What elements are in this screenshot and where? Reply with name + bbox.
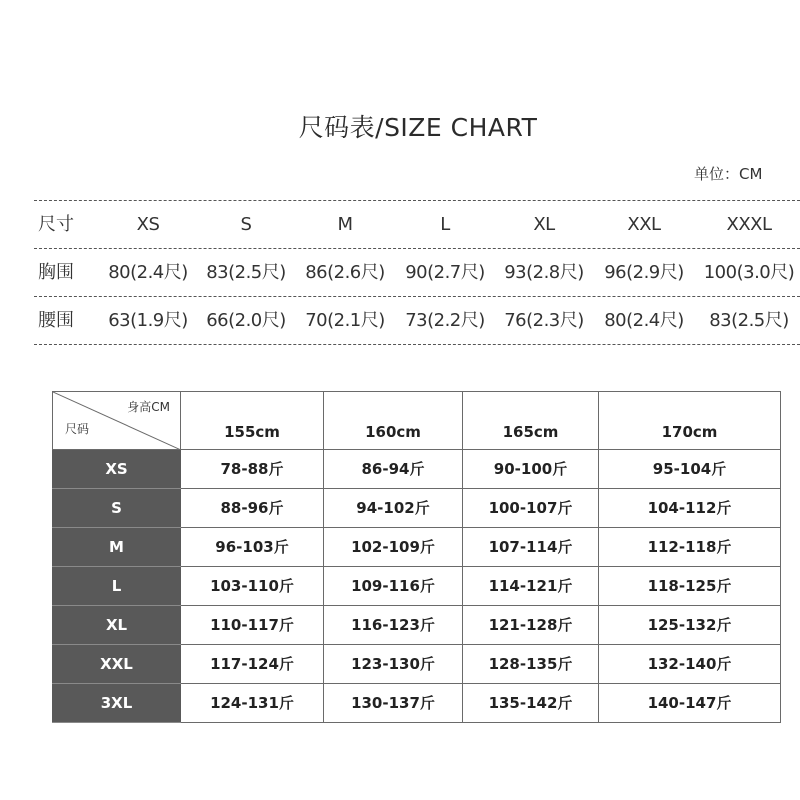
- size-row: [34, 200, 800, 249]
- waist-value: 73(2.2尺): [405, 310, 485, 331]
- table-row: [53, 606, 781, 645]
- weight-cell: 117-124斤: [181, 645, 324, 684]
- page-title: 尺码表/SIZE CHART: [298, 113, 538, 142]
- weight-cell: 118-125斤: [599, 567, 781, 606]
- weight-cell: 86-94斤: [324, 450, 463, 489]
- weight-cell: 103-110斤: [181, 567, 324, 606]
- size-cell: XL: [53, 606, 181, 645]
- weight-cell: 121-128斤: [463, 606, 599, 645]
- table-row: [53, 567, 781, 606]
- weight-cell: 100-107斤: [463, 489, 599, 528]
- weight-cell: 112-118斤: [599, 528, 781, 567]
- weight-cell: 114-121斤: [463, 567, 599, 606]
- chest-value: 96(2.9尺): [604, 262, 684, 283]
- waist-value: 70(2.1尺): [305, 310, 385, 331]
- size-cell: L: [53, 567, 181, 606]
- weight-cell: 95-104斤: [599, 450, 781, 489]
- chest-value: 83(2.5尺): [206, 262, 286, 283]
- weight-cell: 140-147斤: [599, 684, 781, 723]
- size-value: XL: [533, 214, 555, 235]
- corner-size-label: 尺码: [65, 422, 90, 436]
- waist-value: 66(2.0尺): [206, 310, 286, 331]
- weight-cell: 109-116斤: [324, 567, 463, 606]
- size-cell: XS: [53, 450, 181, 489]
- height-header: 165cm: [463, 392, 599, 450]
- chest-value: 80(2.4尺): [108, 262, 188, 283]
- weight-cell: 96-103斤: [181, 528, 324, 567]
- weight-cell: 124-131斤: [181, 684, 324, 723]
- size-cell: 3XL: [53, 684, 181, 723]
- weight-cell: 78-88斤: [181, 450, 324, 489]
- weight-cell: 116-123斤: [324, 606, 463, 645]
- row-label-size: 尺寸: [38, 214, 74, 235]
- chest-value: 86(2.6尺): [305, 262, 385, 283]
- weight-cell: 130-137斤: [324, 684, 463, 723]
- size-value: XXL: [627, 214, 661, 235]
- height-header: 160cm: [324, 392, 463, 450]
- waist-value: 63(1.9尺): [108, 310, 188, 331]
- chest-value: 93(2.8尺): [504, 262, 584, 283]
- table-row: [53, 450, 781, 489]
- table-row: [53, 645, 781, 684]
- waist-row: [34, 297, 800, 345]
- weight-cell: 135-142斤: [463, 684, 599, 723]
- weight-cell: 90-100斤: [463, 450, 599, 489]
- weight-cell: 132-140斤: [599, 645, 781, 684]
- chest-value: 90(2.7尺): [405, 262, 485, 283]
- waist-value: 80(2.4尺): [604, 310, 684, 331]
- size-measurement-grid: [34, 200, 800, 345]
- row-label-waist: 腰围: [38, 310, 74, 331]
- weight-cell: 104-112斤: [599, 489, 781, 528]
- weight-cell: 123-130斤: [324, 645, 463, 684]
- size-value: XS: [136, 214, 160, 235]
- size-value: XXXL: [726, 214, 772, 235]
- weight-cell: 125-132斤: [599, 606, 781, 645]
- waist-value: 76(2.3尺): [504, 310, 584, 331]
- height-weight-table: [52, 391, 781, 723]
- size-cell: M: [53, 528, 181, 567]
- size-value: S: [240, 214, 252, 235]
- weight-cell: 107-114斤: [463, 528, 599, 567]
- weight-cell: 102-109斤: [324, 528, 463, 567]
- size-cell: S: [53, 489, 181, 528]
- height-header: 155cm: [181, 392, 324, 450]
- size-value: L: [440, 214, 450, 235]
- weight-cell: 88-96斤: [181, 489, 324, 528]
- table-header-row: [53, 392, 781, 450]
- corner-header-cell: [53, 392, 181, 450]
- row-label-chest: 胸围: [38, 262, 74, 283]
- chest-value: 100(3.0尺): [703, 262, 795, 283]
- table-row: [53, 489, 781, 528]
- table-row: [53, 684, 781, 723]
- chest-row: [34, 249, 800, 297]
- weight-cell: 110-117斤: [181, 606, 324, 645]
- size-cell: XXL: [53, 645, 181, 684]
- weight-cell: 94-102斤: [324, 489, 463, 528]
- weight-cell: 128-135斤: [463, 645, 599, 684]
- height-header: 170cm: [599, 392, 781, 450]
- corner-height-label: 身高CM: [127, 400, 170, 414]
- size-value: M: [337, 214, 353, 235]
- waist-value: 83(2.5尺): [709, 310, 789, 331]
- unit-label: 单位：CM: [694, 165, 763, 183]
- table-row: [53, 528, 781, 567]
